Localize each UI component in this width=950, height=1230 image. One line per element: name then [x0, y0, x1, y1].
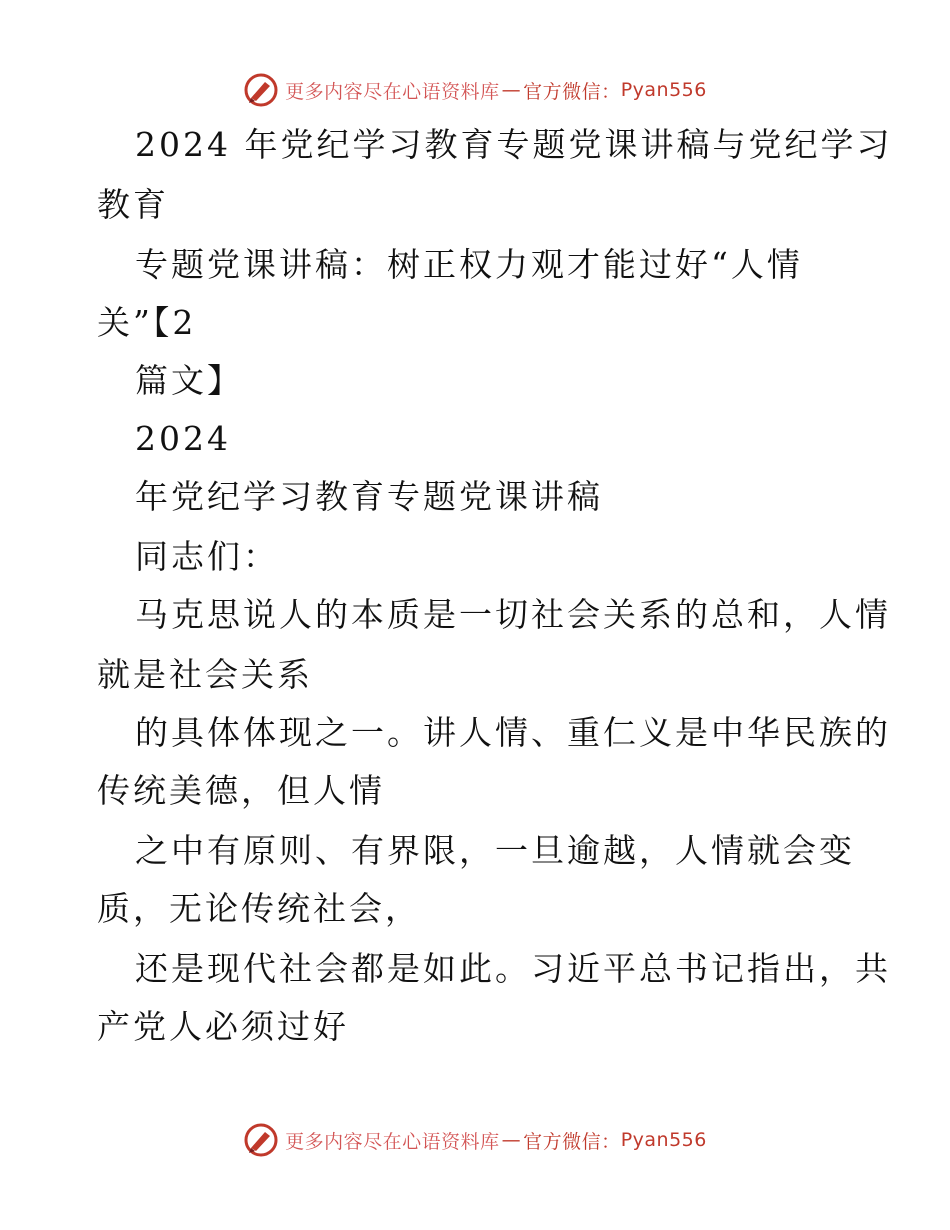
doc-line: 马克思说人的本质是一切社会关系的总和，人情	[135, 595, 891, 634]
watermark-header	[0, 70, 950, 110]
watermark-wechat-label: 官方微信：	[523, 1130, 621, 1153]
doc-line: 篇文】	[135, 361, 243, 400]
doc-line: 的具体体现之一。讲人情、重仁义是中华民族的	[135, 713, 891, 752]
doc-line: 传统美德，但人情	[97, 771, 385, 810]
watermark-wechat-id: Pyan556	[620, 79, 707, 101]
watermark-footer	[0, 1120, 950, 1160]
doc-line: 同志们：	[135, 537, 279, 576]
doc-line: 产党人必须过好	[97, 1007, 349, 1046]
doc-line: 年党纪学习教育专题党课讲稿	[135, 477, 603, 516]
doc-line: 关”【2	[97, 303, 197, 342]
watermark-brand-text: 更多内容尽在心语资料库	[285, 1130, 500, 1153]
doc-line: 教育	[97, 185, 169, 224]
doc-line: 还是现代社会都是如此。习近平总书记指出，共	[135, 949, 891, 988]
doc-line: 专题党课讲稿：树正权力观才能过好“人情	[135, 245, 803, 284]
watermark-wechat-label: 官方微信：	[523, 80, 621, 103]
watermark-wechat-id: Pyan556	[620, 1129, 707, 1151]
doc-line: 质，无论传统社会，	[97, 889, 421, 928]
pen-logo-icon	[243, 1122, 279, 1158]
pen-logo-icon	[243, 72, 279, 108]
doc-line: 就是社会关系	[97, 655, 313, 694]
doc-line: 2024 年党纪学习教育专题党课讲稿与党纪学习	[135, 125, 893, 164]
watermark-dash: —	[501, 1129, 522, 1151]
watermark-brand-text: 更多内容尽在心语资料库	[285, 80, 500, 103]
doc-line: 之中有原则、有界限，一旦逾越，人情就会变	[135, 831, 855, 870]
doc-line: 2024	[135, 419, 231, 458]
watermark-dash: —	[501, 79, 522, 101]
